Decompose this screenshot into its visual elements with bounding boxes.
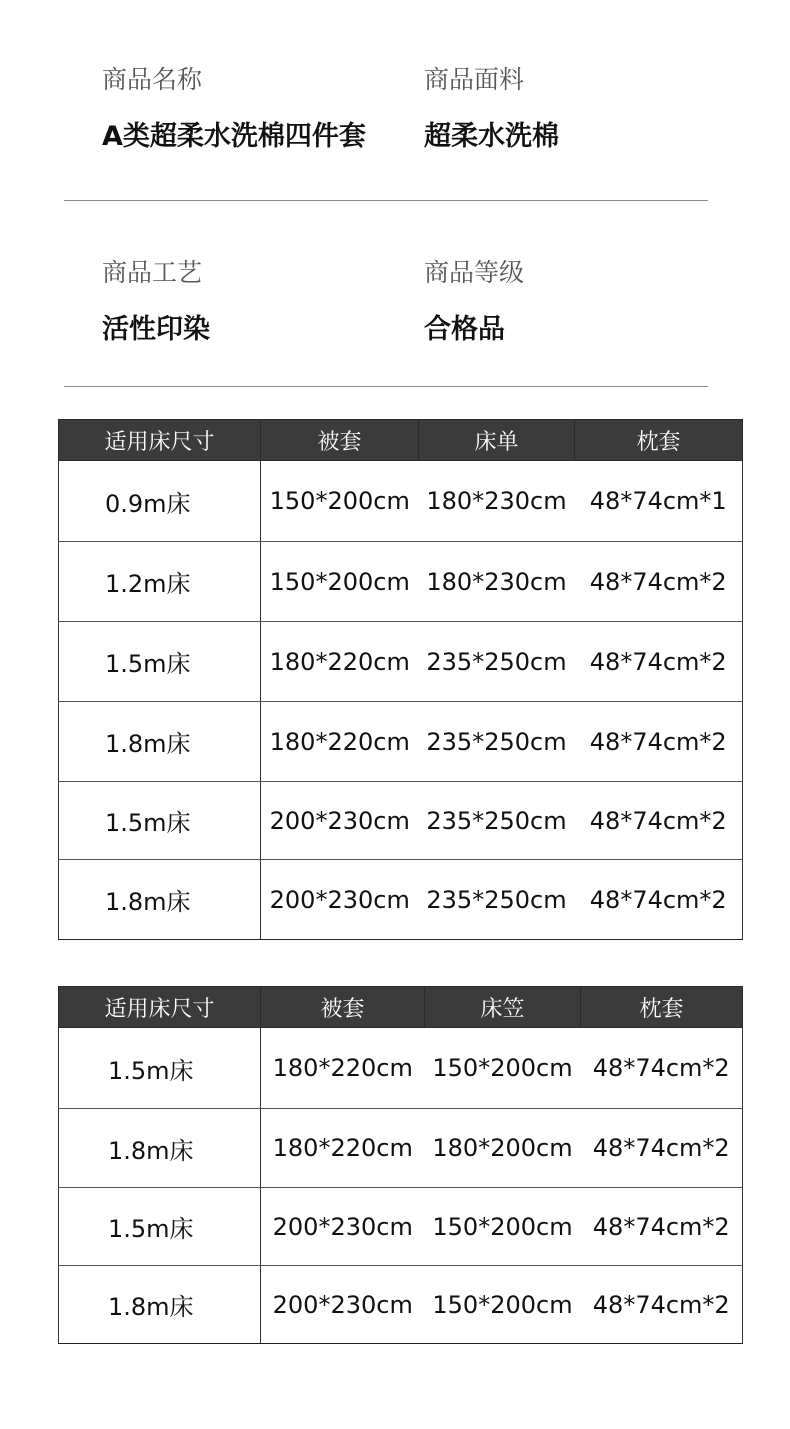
cell-duvet-cover: 180*220cm [261, 1028, 425, 1109]
cell-pillowcase: 48*74cm*2 [575, 702, 743, 782]
info-grade [424, 253, 524, 346]
info-value: 活性印染 [102, 314, 210, 345]
cell-bed-size: 1.2m床 [59, 542, 261, 622]
divider [64, 200, 708, 201]
info-fabric-name [102, 60, 366, 153]
cell-pillowcase: 48*74cm*2 [581, 1028, 743, 1109]
table-header-row [59, 987, 743, 1028]
table-row [59, 860, 743, 940]
table-row [59, 1109, 743, 1188]
cell-pillowcase: 48*74cm*2 [575, 542, 743, 622]
cell-sheet: 180*230cm [419, 542, 575, 622]
header-pillowcase: 枕套 [575, 420, 743, 461]
table-row [59, 1028, 743, 1109]
info-value: A类超柔水洗棉四件套 [102, 121, 366, 152]
info-value: 合格品 [424, 314, 505, 345]
cell-sheet: 180*200cm [425, 1109, 581, 1188]
info-label: 商品名称 [102, 65, 203, 94]
cell-bed-size: 0.9m床 [59, 461, 261, 542]
cell-duvet-cover: 180*220cm [261, 1109, 425, 1188]
cell-sheet: 235*250cm [419, 860, 575, 940]
cell-bed-size: 1.5m床 [59, 782, 261, 860]
cell-sheet: 150*200cm [425, 1188, 581, 1266]
cell-duvet-cover: 200*230cm [261, 1188, 425, 1266]
cell-bed-size: 1.8m床 [59, 1109, 261, 1188]
cell-duvet-cover: 200*230cm [261, 782, 419, 860]
table-header-row [59, 420, 743, 461]
size-table-fitted-sheet [58, 986, 743, 1344]
cell-sheet: 235*250cm [419, 702, 575, 782]
cell-bed-size: 1.8m床 [59, 702, 261, 782]
header-duvet-cover: 被套 [261, 420, 419, 461]
cell-sheet: 235*250cm [419, 622, 575, 702]
cell-pillowcase: 48*74cm*1 [575, 461, 743, 542]
cell-duvet-cover: 150*200cm [261, 542, 419, 622]
cell-duvet-cover: 150*200cm [261, 461, 419, 542]
table-row [59, 782, 743, 860]
info-label: 商品等级 [424, 258, 525, 287]
table-row [59, 702, 743, 782]
cell-bed-size: 1.5m床 [59, 1188, 261, 1266]
cell-bed-size: 1.8m床 [59, 860, 261, 940]
cell-sheet: 180*230cm [419, 461, 575, 542]
cell-duvet-cover: 180*220cm [261, 702, 419, 782]
cell-bed-size: 1.5m床 [59, 1028, 261, 1109]
cell-pillowcase: 48*74cm*2 [575, 860, 743, 940]
info-fabric-material [424, 60, 559, 153]
info-label: 商品工艺 [102, 258, 203, 287]
info-label: 商品面料 [424, 65, 525, 94]
cell-sheet: 235*250cm [419, 782, 575, 860]
table-row [59, 461, 743, 542]
cell-pillowcase: 48*74cm*2 [581, 1109, 743, 1188]
header-bed-sheet: 床单 [419, 420, 575, 461]
cell-pillowcase: 48*74cm*2 [581, 1266, 743, 1344]
divider [64, 386, 708, 387]
table-row [59, 622, 743, 702]
cell-duvet-cover: 200*230cm [261, 860, 419, 940]
cell-pillowcase: 48*74cm*2 [575, 782, 743, 860]
cell-duvet-cover: 180*220cm [261, 622, 419, 702]
cell-sheet: 150*200cm [425, 1028, 581, 1109]
cell-sheet: 150*200cm [425, 1266, 581, 1344]
cell-duvet-cover: 200*230cm [261, 1266, 425, 1344]
info-value: 超柔水洗棉 [424, 121, 559, 152]
cell-bed-size: 1.8m床 [59, 1266, 261, 1344]
header-duvet-cover: 被套 [261, 987, 425, 1028]
header-bed-size: 适用床尺寸 [59, 987, 261, 1028]
header-bed-size: 适用床尺寸 [59, 420, 261, 461]
info-craft [102, 253, 210, 346]
table-row [59, 1188, 743, 1266]
cell-bed-size: 1.5m床 [59, 622, 261, 702]
header-fitted-sheet: 床笠 [425, 987, 581, 1028]
header-pillowcase: 枕套 [581, 987, 743, 1028]
table-row [59, 1266, 743, 1344]
size-table-flat-sheet [58, 419, 743, 940]
cell-pillowcase: 48*74cm*2 [581, 1188, 743, 1266]
table-row [59, 542, 743, 622]
cell-pillowcase: 48*74cm*2 [575, 622, 743, 702]
